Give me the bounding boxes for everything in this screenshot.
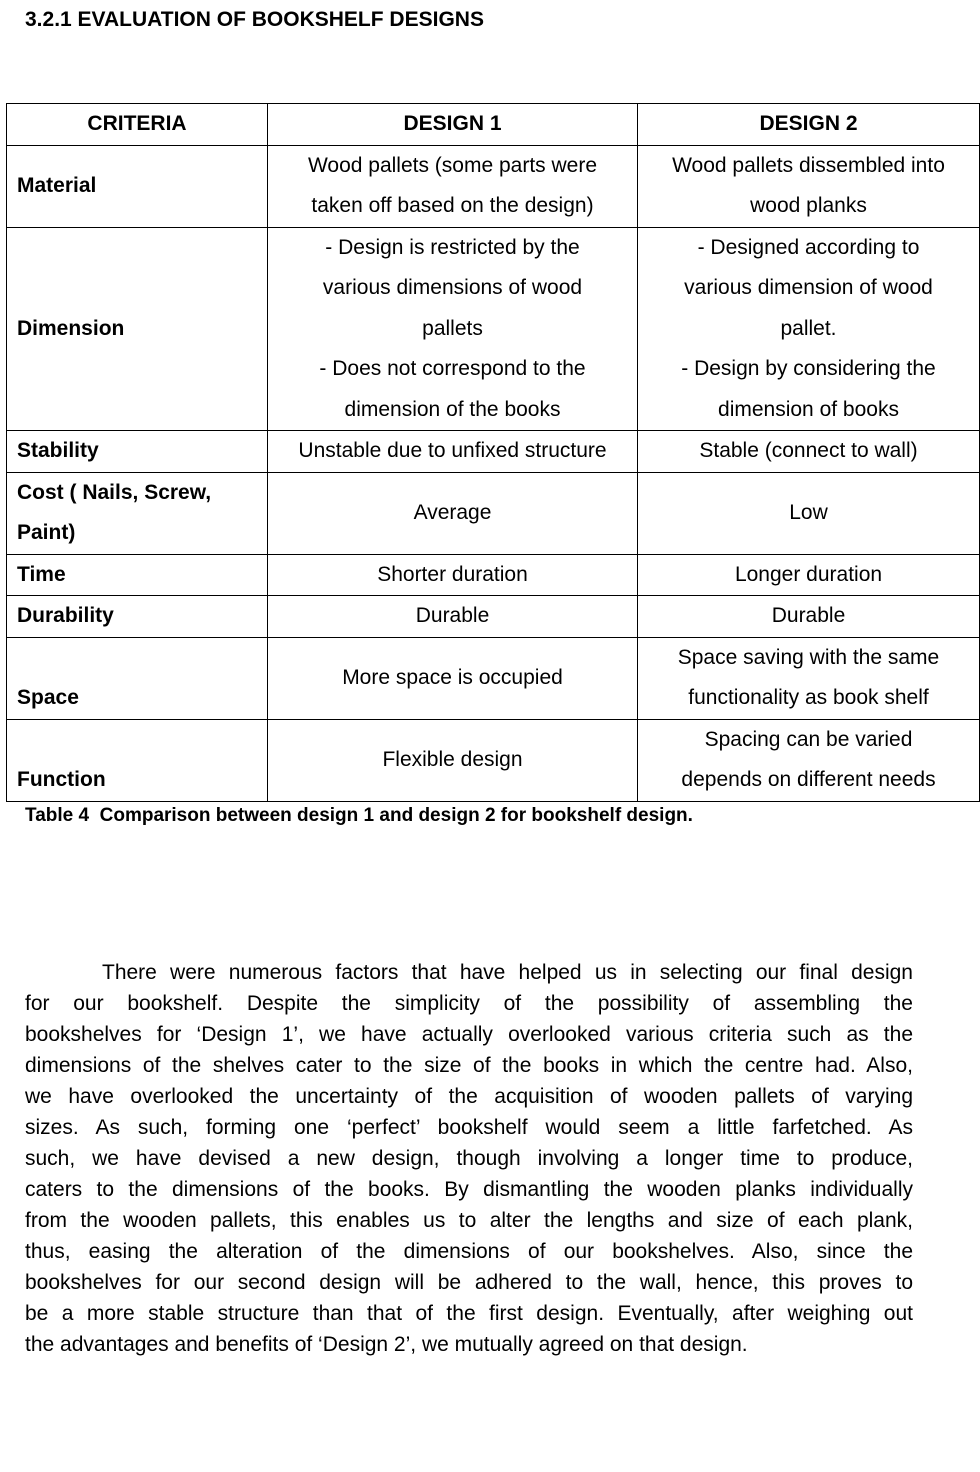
paragraph-line: sizes. As such, forming one ‘perfect’ bookshelf would seem a little farfetched. As <box>25 1116 913 1139</box>
criteria-cell <box>7 145 268 227</box>
cell-text: Wood pallets (some parts were <box>307 153 598 177</box>
criteria-cell <box>7 227 268 431</box>
criteria-cell <box>7 637 268 719</box>
cell-text: Cost ( Nails, Screw, <box>17 480 212 504</box>
paragraph-line: from the wooden pallets, this enables us to alter the lengths and size of each plank, <box>25 1209 913 1232</box>
header-design-2: DESIGN 2 <box>638 104 980 146</box>
cell-text: Durable <box>415 604 490 627</box>
paragraph-line: we have overlooked the uncertainty of the acquisition of wooden pallets of varying <box>25 1085 913 1108</box>
cell-text: Wood pallets dissembled into <box>672 153 945 177</box>
cell-text: wood planks <box>750 194 867 217</box>
criteria-cell <box>7 596 268 638</box>
cell-text: depends on different needs <box>681 768 936 791</box>
cell-text: Stable (connect to wall) <box>699 439 918 462</box>
table-row <box>7 227 980 431</box>
cell-text: More space is occupied <box>342 665 563 689</box>
paragraph-line: bookshelves for ‘Design 1’, we have actually overlooked various criteria such as the <box>25 1023 913 1046</box>
cell-text: Flexible design <box>382 747 523 771</box>
table-row <box>7 472 980 554</box>
design-1-cell <box>268 596 638 638</box>
design-2-cell <box>638 554 980 596</box>
cell-text: functionality as book shelf <box>688 686 929 709</box>
paragraph-line: There were numerous factors that have helped us in selecting our final design <box>102 961 913 984</box>
cell-text: various dimensions of wood <box>322 276 583 299</box>
design-1-cell <box>268 145 638 227</box>
cell-text: Paint) <box>17 521 76 544</box>
cell-text: Function <box>17 768 106 791</box>
cell-text: Longer duration <box>734 562 883 586</box>
table-row <box>7 637 980 719</box>
cell-text: Dimension <box>17 316 125 340</box>
cell-text: pallet. <box>780 316 837 340</box>
table-header-row <box>7 104 980 146</box>
design-2-cell <box>638 472 980 554</box>
cell-text: taken off based on the design) <box>311 194 594 217</box>
cell-text: Shorter duration <box>377 562 528 586</box>
cell-text: Durability <box>17 604 114 627</box>
body-paragraph <box>25 957 913 1360</box>
paragraph-line: such, we have devised a new design, though involving a longer time to produce, <box>25 1147 913 1170</box>
cell-text: Space saving with the same <box>677 645 940 669</box>
paragraph-line: bookshelves for our second design will be adhered to the wall, hence, this proves to <box>25 1271 913 1294</box>
header-criteria: CRITERIA <box>7 104 268 146</box>
design-1-cell <box>268 431 638 473</box>
paragraph-line: be a more stable structure than that of the first design. Eventually, after weighing out <box>25 1302 913 1325</box>
section-heading: 3.2.1 EVALUATION OF BOOKSHELF DESIGNS <box>25 8 484 31</box>
cell-text: pallets <box>422 316 483 340</box>
cell-text: Space <box>17 686 79 709</box>
design-2-cell <box>638 596 980 638</box>
table-row <box>7 596 980 638</box>
cell-text: - Design is restricted by the <box>325 235 580 259</box>
design-1-cell <box>268 554 638 596</box>
criteria-cell <box>7 554 268 596</box>
design-1-cell <box>268 719 638 801</box>
paragraph-line: for our bookshelf. Despite the simplicity of the possibility of assembling the <box>25 992 913 1015</box>
cell-text: Unstable due to unfixed structure <box>298 439 607 462</box>
design-1-cell <box>268 637 638 719</box>
criteria-cell <box>7 719 268 801</box>
table-caption: Table 4 Comparison between design 1 and design 2 for bookshelf design. <box>25 805 693 826</box>
cell-text: Stability <box>17 439 99 462</box>
cell-text: - Designed according to <box>697 235 920 259</box>
cell-text: Low <box>789 500 828 524</box>
cell-text: dimension of books <box>718 397 899 421</box>
table-row <box>7 145 980 227</box>
design-2-cell <box>638 227 980 431</box>
cell-text: - Design by considering the <box>681 357 936 380</box>
cell-text: Average <box>413 500 492 524</box>
cell-text: Material <box>17 173 97 197</box>
header-design-1: DESIGN 1 <box>268 104 638 146</box>
table-row <box>7 554 980 596</box>
cell-text: various dimension of wood <box>684 276 933 299</box>
cell-text: dimension of the books <box>344 397 561 421</box>
paragraph-line: dimensions of the shelves cater to the size of the books in which the centre had. Also, <box>25 1054 913 1077</box>
design-1-cell <box>268 472 638 554</box>
criteria-cell <box>7 431 268 473</box>
design-2-cell <box>638 637 980 719</box>
table-row <box>7 719 980 801</box>
design-1-cell <box>268 227 638 431</box>
design-2-cell <box>638 719 980 801</box>
design-2-cell <box>638 431 980 473</box>
cell-text: - Does not correspond to the <box>319 357 586 380</box>
cell-text: Durable <box>771 604 846 627</box>
criteria-cell <box>7 472 268 554</box>
comparison-table <box>6 103 980 802</box>
paragraph-line: caters to the dimensions of the books. By dismantling the wooden planks individually <box>25 1178 913 1201</box>
cell-text: Spacing can be varied <box>704 727 913 751</box>
design-2-cell <box>638 145 980 227</box>
paragraph-line: the advantages and benefits of ‘Design 2’, we mutually agreed on that design. <box>25 1333 748 1356</box>
table-row <box>7 431 980 473</box>
paragraph-line: thus, easing the alteration of the dimensions of our bookshelves. Also, since the <box>25 1240 913 1263</box>
cell-text: Time <box>17 562 66 586</box>
